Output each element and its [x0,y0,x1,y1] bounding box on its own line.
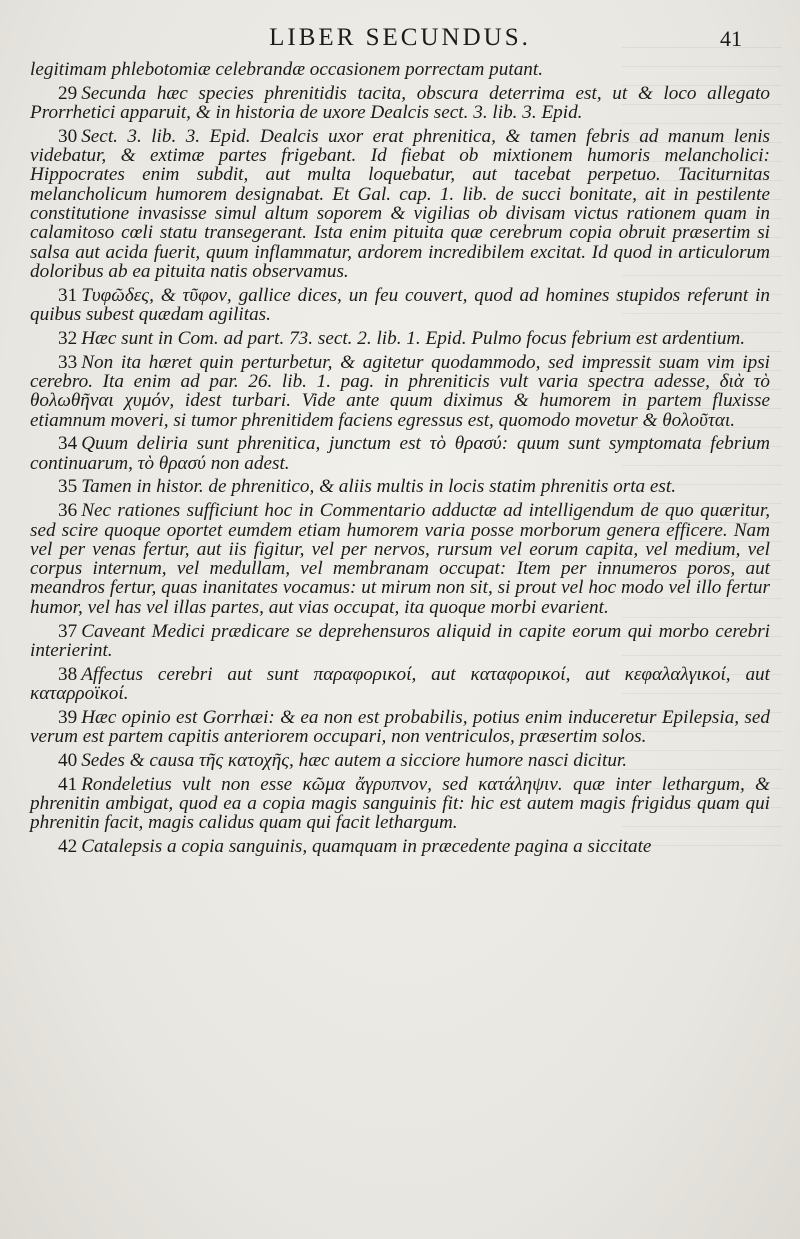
note-41: 41 Rondeletius vult non esse κῶμα ἄγρυπνον, sed κατάληψιν. quæ inter lethargum, & phrenitin ambigat, quod ea a copia magis sanguinis fit: hic est autem magis frigidus quam qui phrenitin facit, magis calidus quam qui facit lethargum. [30,773,770,834]
note-42: 42 Catalepsis a copia sanguinis, quamquam in præcedente pagina a siccitate [58,835,652,857]
notes-body [30,60,770,1220]
note-32: 32 Hæc sunt in Com. ad part. 73. sect. 2. lib. 1. Epid. Pulmo focus febrium est ardentium. [58,327,746,349]
note-continuation: legitimam phlebotomiæ celebrandæ occasionem porrectam putant. [30,59,544,80]
note-40: 40 Sedes & causa τῆς κατοχῆς, hæc autem a sicciore humore nasci dicitur. [58,749,628,771]
note-31: 31 Τυφῶδες, & τῦφον, gallice dices, un feu couvert, quod ad homines stupidos referunt in quibus subest quædam agilitas. [30,284,770,326]
page-number: 41 [720,26,742,51]
note-39: 39 Hæc opinio est Gorrhæi: & ea non est probabilis, potius enim induceretur Epilepsia, sed verum est partem capitis anteriorem occupari, non ventriculos, præsertim solos. [30,706,770,747]
note-38: 38 Affectus cerebri aut sunt παραφορικοί, aut καταφορικοί, aut κεφαλαλγικοί, aut καταρροϊκοί. [30,663,770,704]
note-29: 29 Secunda hæc species phrenitidis tacita, obscura deterrima est, ut & loco allegato Prorrhetici apparuit, & in historia de uxore Dealcis sect. 3. lib. 3. Epid. [30,82,770,124]
note-37: 37 Caveant Medici prædicare se deprehensuros aliquid in capite eorum qui morbo cerebri interierint. [30,620,770,661]
note-36: 36 Nec rationes sufficiunt hoc in Commentario adductæ ad intelligendum de quo quæritur, sed scire quoque oportet eumdem etiam humorem varia posse morborum genera efficere. Nam vel per venas fertur, aut iis figitur, vel per nervos, rursum vel eorum capita, vel medium, vel corpus internum, vel medullam, vel membranam occupat: Item per innumeros poros, aut meandros fertur, quas inanitates vocamus: ut mirum non sit, si prout vel hoc modo vel illo fertur humor, vel has vel illas partes, aut vias occupat, ita quoque morbi evarient. [30,500,770,618]
note-30: 30 Sect. 3. lib. 3. Epid. Dealcis uxor erat phrenitica, & tamen febris ad manum lenis videbatur, & extimæ partes frigebant. Id fiebat ob mixtionem humoris melancholici: Hippocrates enim subdit, aut multa loquebatur, aut tacebat perpetuo. Taciturnitas melancholicum humorem designabat. Et Gal. cap. 1. lib. de succi bonitate, ait in pestilente constitutione invasisse simul altum soporem & vigilias ob divisam victus rationem quam in calamitoso cœli statu transegerant. Ista enim pituita quæ cerebrum copia obruit præsertim si salsa aut acida fuerit, quum inflammatur, ardorem incredibilem excitat. Id quod in articulorum doloribus ab ea pituita natis observamus. [30,125,770,282]
note-33: 33 Non ita hæret quin perturbetur, & agitetur quodammodo, sed impressit suam vim ipsi cerebro. Ita enim ad par. 26. lib. 1. pag. in phreniticis vult varia spectra adesse, διὰ τὸ θολωθῆναι χυμόν, idest turbari. Vide ante quum diximus & humorem in partem fluxisse etiamnum moveri, si tumor phrenitidem faciens egressus est, quomodo movetur & θολοῦται. [30,351,770,431]
note-34: 34 Quum deliria sunt phrenitica, junctum est τὸ θρασύ: quum sunt symptomata febrium continuarum, τὸ θρασύ non adest. [30,433,770,474]
note-35: 35 Tamen in histor. de phrenitico, & aliis multis in locis statim phrenitis orta est. [58,476,677,498]
page-header [0,24,800,58]
running-head: LIBER SECUNDUS. [269,24,531,51]
